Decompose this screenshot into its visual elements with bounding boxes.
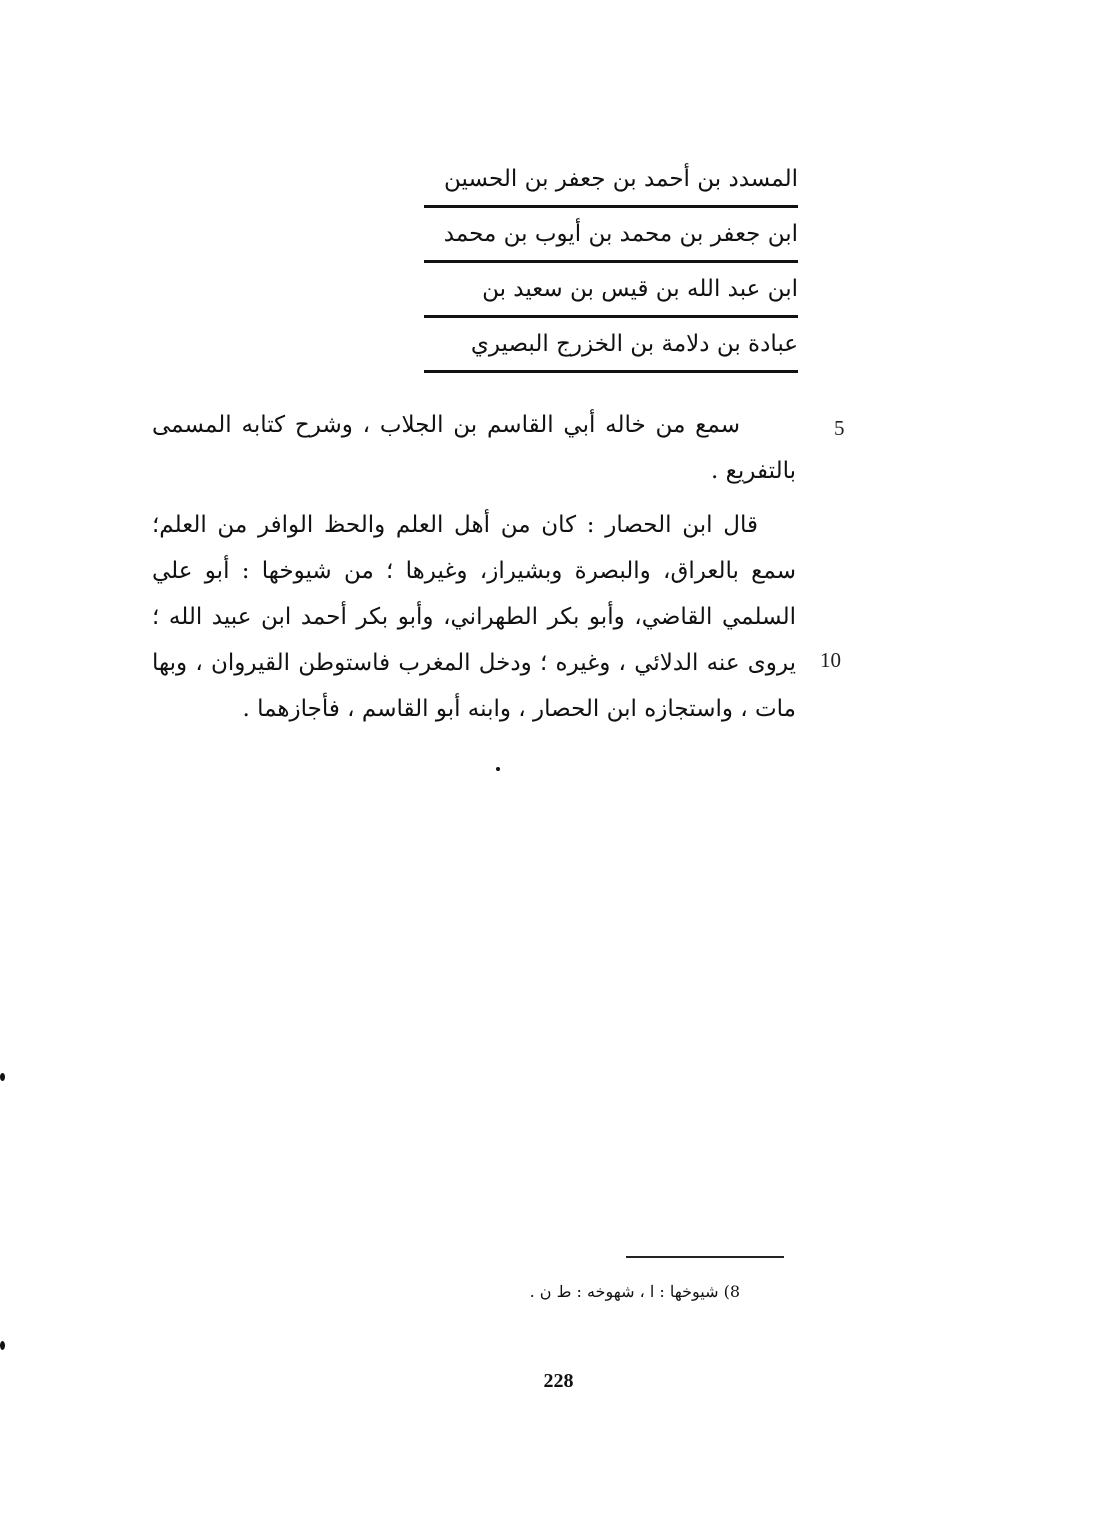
scan-speck (0, 1341, 5, 1350)
footnote-rule (626, 1256, 784, 1258)
scan-speck (0, 1073, 5, 1081)
body-text (152, 402, 796, 732)
genealogy-line: عبادة بن دلامة بن الخزرج البصيري (424, 318, 798, 373)
genealogy-line: ابن جعفر بن محمد بن أيوب بن محمد (424, 208, 798, 263)
paragraph-1: سمع من خاله أبي القاسم بن الجلاب ، وشرح كتابه المسمى بالتفريع . (152, 412, 796, 484)
genealogy-line: المسدد بن أحمد بن جعفر بن الحسين (424, 153, 798, 208)
footnote: 8) شيوخها : ا ، شهوخه : ط ن . (529, 1282, 740, 1301)
line-number-5: 5 (834, 416, 845, 440)
scan-speck (496, 767, 500, 771)
page-number: 228 (543, 1370, 574, 1392)
genealogy-line: ابن عبد الله بن قيس بن سعيد بن (424, 263, 798, 318)
genealogy-block (424, 153, 798, 373)
line-number-10: 10 (820, 648, 841, 672)
paragraph-2: قال ابن الحصار : كان من أهل العلم والحظ الوافر من العلم؛ سمع بالعراق، والبصرة وبشيراز، وغيرها ؛ من شيوخها : أبو علي السلمي القاضي، وأبو بكر الطهراني، وأبو بكر أحمد ابن عبيد الله ؛ يروى عنه الدلائي ، وغيره ؛ ودخل المغرب فاستوطن القيروان ، وبها مات ، واستجازه ابن الحصار ، وابنه أبو القاسم ، فأجازهما . (152, 512, 796, 722)
